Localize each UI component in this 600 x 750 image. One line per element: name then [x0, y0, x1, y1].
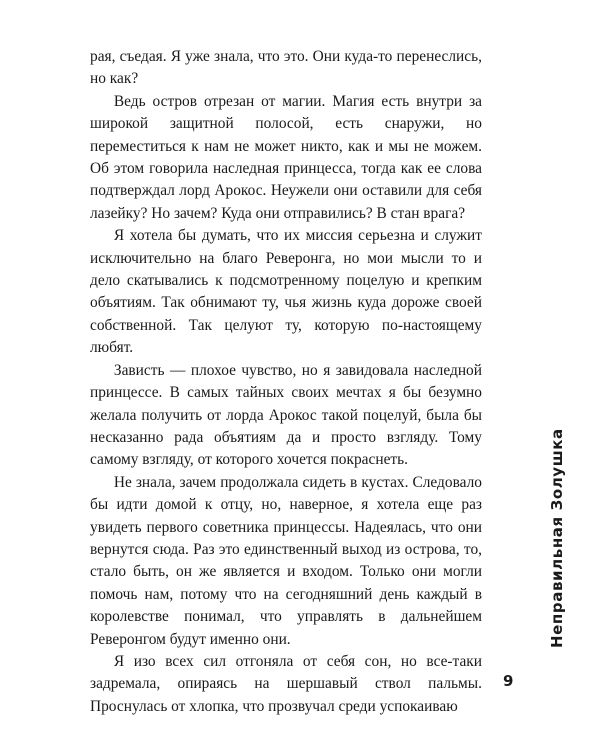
- paragraph-6: Я изо всех сил отгоняла от себя сон, но все-таки задремала, опираясь на шершавый ствол пальмы. Проснулась от хлопка, что прозвучал среди успокаиваю: [90, 652, 482, 715]
- paragraph-3: Я хотела бы думать, что их миссия серьезна и служит исключительно на благо Реверонга, но мои мысли то и дело скатывались к подсмотренному поцелую и крепким объятиям. Так обнимают ту, чья жизнь куда дороже своей собственной. Так целуют ту, которую по-настоящему любят.: [90, 227, 482, 357]
- paragraph-2: Ведь остров отрезан от магии. Магия есть внутри за широкой защитной полосой, есть снаружи, но переместиться к нам не может никто, как и мы не можем. Об этом говорила наследная принцесса, тогда как ее слова подтверждал лорд Арокос. Неужели они оставили для себя лазейку? Но зачем? Куда они отправились? В стан врага?: [90, 92, 482, 222]
- paragraph-1: рая, съедая. Я уже знала, что это. Они куда-то перенеслись, но как?: [90, 48, 482, 88]
- paragraph-5: Не знала, зачем продолжала сидеть в кустах. Следовало бы идти домой к отцу, но, наверное, я хотела еще раз увидеть первого советника принцессы. Надеялась, что они вернутся сюда. Раз это единственный выход из острова, то, стало быть, он же является и входом. Только они могли помочь нам, потому что на сегодняшний день каждый в королевстве понимал, что управлять в дальнейшем Реверонгом будут именно они.: [90, 473, 482, 648]
- page-number: 9: [503, 672, 514, 690]
- book-page-text: [90, 46, 482, 718]
- paragraph-4: Зависть — плохое чувство, но я завидовала наследной принцессе. В самых тайных своих мечтах я бы безумно желала получить от лорда Арокос такой поцелуй, была бы несказанно рада объятиям да и просто взгляду. Тому самому взгляду, от которого хочется покраснеть.: [90, 361, 482, 469]
- running-book-title: Неправильная Золушка: [548, 428, 566, 648]
